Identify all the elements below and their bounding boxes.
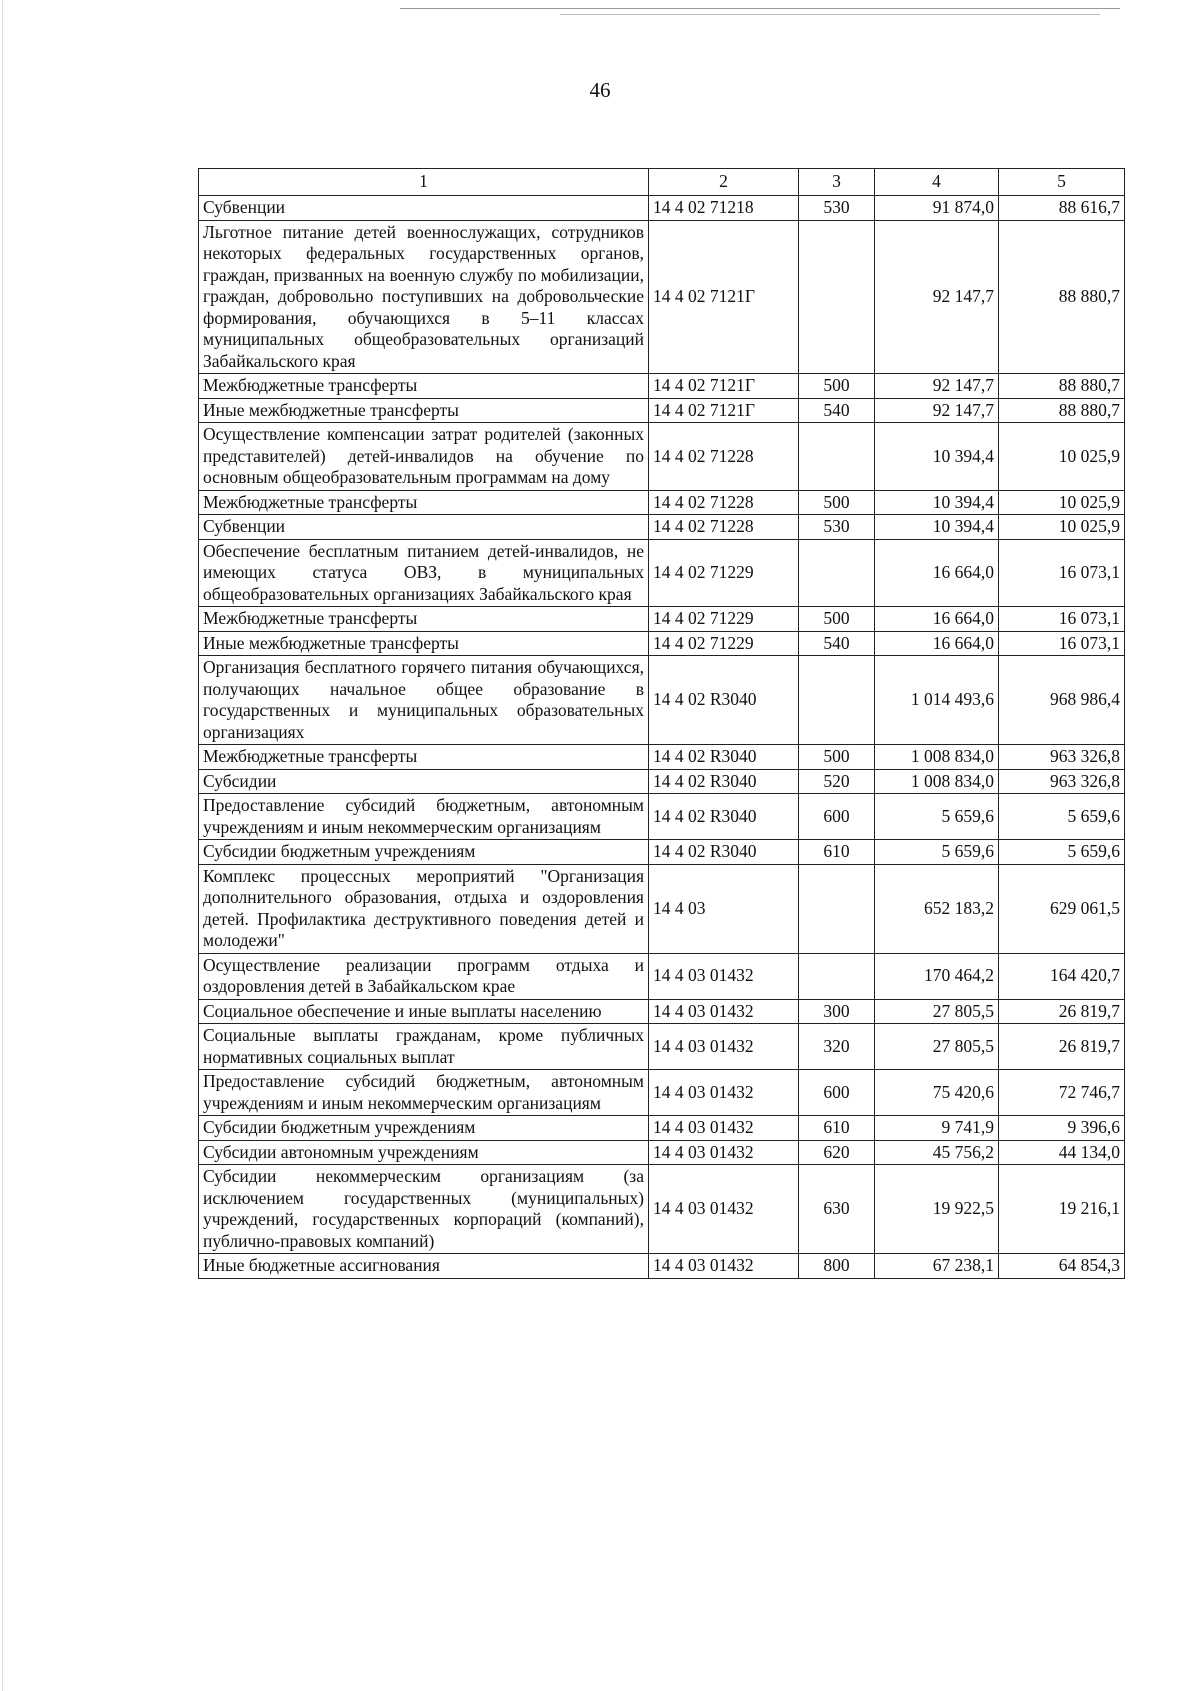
row-expense-type-cell: 610 xyxy=(799,1116,875,1141)
row-expense-type-cell: 500 xyxy=(799,607,875,632)
row-name-cell: Осуществление компенсации затрат родителей (законных представителей) детей-инвалидов на обучение по основным общеобразовательным программам на дому xyxy=(199,423,649,491)
table-row xyxy=(199,794,1125,840)
row-name-cell: Субсидии автономным учреждениям xyxy=(199,1140,649,1165)
header-cell-amount-1: 4 xyxy=(875,169,999,196)
row-name-cell: Иные межбюджетные трансферты xyxy=(199,631,649,656)
row-code-cell: 14 4 02 R3040 xyxy=(649,840,799,865)
table-row xyxy=(199,607,1125,632)
row-name-cell: Организация бесплатного горячего питания обучающихся, получающих начальное общее образование в государственных и муниципальных образовательных организациях xyxy=(199,656,649,745)
row-expense-type-cell: 520 xyxy=(799,769,875,794)
row-expense-type-cell: 800 xyxy=(799,1254,875,1279)
row-amount-2-cell: 19 216,1 xyxy=(999,1165,1125,1254)
row-amount-2-cell: 64 854,3 xyxy=(999,1254,1125,1279)
row-amount-2-cell: 10 025,9 xyxy=(999,423,1125,491)
table-row xyxy=(199,1140,1125,1165)
row-amount-2-cell: 88 880,7 xyxy=(999,374,1125,399)
row-expense-type-cell xyxy=(799,423,875,491)
row-name-cell: Иные бюджетные ассигнования xyxy=(199,1254,649,1279)
row-name-cell: Межбюджетные трансферты xyxy=(199,745,649,770)
row-name-cell: Субвенции xyxy=(199,515,649,540)
table-row xyxy=(199,220,1125,374)
table-row xyxy=(199,631,1125,656)
row-name-cell: Обеспечение бесплатным питанием детей-инвалидов, не имеющих статуса ОВЗ, в муниципальных общеобразовательных организациях Забайкальского края xyxy=(199,539,649,607)
table-row xyxy=(199,1116,1125,1141)
row-amount-2-cell: 16 073,1 xyxy=(999,539,1125,607)
row-name-cell: Социальные выплаты гражданам, кроме публичных нормативных социальных выплат xyxy=(199,1024,649,1070)
table-row xyxy=(199,1070,1125,1116)
scan-top-rule xyxy=(400,8,1120,9)
row-code-cell: 14 4 02 71228 xyxy=(649,515,799,540)
row-code-cell: 14 4 02 71218 xyxy=(649,196,799,221)
row-amount-2-cell: 44 134,0 xyxy=(999,1140,1125,1165)
row-code-cell: 14 4 03 01432 xyxy=(649,1140,799,1165)
table-row xyxy=(199,398,1125,423)
row-code-cell: 14 4 02 7121Г xyxy=(649,398,799,423)
table-row xyxy=(199,999,1125,1024)
row-amount-2-cell: 963 326,8 xyxy=(999,769,1125,794)
table-row xyxy=(199,374,1125,399)
row-amount-1-cell: 1 008 834,0 xyxy=(875,769,999,794)
row-amount-2-cell: 72 746,7 xyxy=(999,1070,1125,1116)
row-name-cell: Межбюджетные трансферты xyxy=(199,374,649,399)
row-expense-type-cell xyxy=(799,864,875,953)
row-expense-type-cell: 500 xyxy=(799,745,875,770)
row-name-cell: Межбюджетные трансферты xyxy=(199,490,649,515)
row-name-cell: Комплекс процессных мероприятий "Организация дополнительного образования, отдыха и оздоровления детей. Профилактика деструктивного поведения детей и молодежи" xyxy=(199,864,649,953)
row-amount-2-cell: 10 025,9 xyxy=(999,515,1125,540)
row-amount-1-cell: 170 464,2 xyxy=(875,953,999,999)
row-amount-2-cell: 629 061,5 xyxy=(999,864,1125,953)
row-amount-1-cell: 16 664,0 xyxy=(875,631,999,656)
row-amount-1-cell: 67 238,1 xyxy=(875,1254,999,1279)
page-number: 46 xyxy=(589,78,611,102)
row-expense-type-cell: 600 xyxy=(799,1070,875,1116)
row-expense-type-cell: 630 xyxy=(799,1165,875,1254)
row-expense-type-cell: 540 xyxy=(799,631,875,656)
row-code-cell: 14 4 03 01432 xyxy=(649,999,799,1024)
row-name-cell: Социальное обеспечение и иные выплаты населению xyxy=(199,999,649,1024)
row-expense-type-cell: 610 xyxy=(799,840,875,865)
row-expense-type-cell: 600 xyxy=(799,794,875,840)
row-expense-type-cell: 530 xyxy=(799,196,875,221)
row-expense-type-cell xyxy=(799,656,875,745)
row-expense-type-cell xyxy=(799,953,875,999)
row-amount-1-cell: 1 008 834,0 xyxy=(875,745,999,770)
header-cell-code: 2 xyxy=(649,169,799,196)
row-name-cell: Субсидии некоммерческим организациям (за исключением государственных (муниципальных) учреждений, государственных корпораций (компаний), публично-правовых компаний) xyxy=(199,1165,649,1254)
row-code-cell: 14 4 02 R3040 xyxy=(649,794,799,840)
row-amount-1-cell: 75 420,6 xyxy=(875,1070,999,1116)
row-amount-1-cell: 27 805,5 xyxy=(875,1024,999,1070)
row-name-cell: Иные межбюджетные трансферты xyxy=(199,398,649,423)
row-amount-2-cell: 88 880,7 xyxy=(999,220,1125,374)
row-name-cell: Субвенции xyxy=(199,196,649,221)
row-name-cell: Предоставление субсидий бюджетным, автономным учреждениям и иным некоммерческим организациям xyxy=(199,794,649,840)
row-code-cell: 14 4 02 R3040 xyxy=(649,656,799,745)
row-code-cell: 14 4 03 01432 xyxy=(649,1070,799,1116)
table-row xyxy=(199,864,1125,953)
table-header xyxy=(199,169,1125,196)
row-amount-1-cell: 652 183,2 xyxy=(875,864,999,953)
table-row xyxy=(199,423,1125,491)
table-row xyxy=(199,1254,1125,1279)
row-expense-type-cell: 300 xyxy=(799,999,875,1024)
scan-edge xyxy=(2,0,3,1691)
row-amount-1-cell: 16 664,0 xyxy=(875,607,999,632)
row-amount-1-cell: 5 659,6 xyxy=(875,840,999,865)
header-cell-amount-2: 5 xyxy=(999,169,1125,196)
row-expense-type-cell: 540 xyxy=(799,398,875,423)
row-code-cell: 14 4 02 71229 xyxy=(649,631,799,656)
row-amount-1-cell: 91 874,0 xyxy=(875,196,999,221)
row-name-cell: Субсидии бюджетным учреждениям xyxy=(199,1116,649,1141)
row-code-cell: 14 4 02 71229 xyxy=(649,607,799,632)
table-row xyxy=(199,539,1125,607)
row-name-cell: Субсидии xyxy=(199,769,649,794)
row-code-cell: 14 4 02 71229 xyxy=(649,539,799,607)
row-expense-type-cell xyxy=(799,539,875,607)
row-amount-1-cell: 92 147,7 xyxy=(875,220,999,374)
row-amount-2-cell: 968 986,4 xyxy=(999,656,1125,745)
row-name-cell: Осуществление реализации программ отдыха и оздоровления детей в Забайкальском крае xyxy=(199,953,649,999)
row-amount-2-cell: 16 073,1 xyxy=(999,607,1125,632)
row-expense-type-cell: 320 xyxy=(799,1024,875,1070)
row-amount-2-cell: 9 396,6 xyxy=(999,1116,1125,1141)
row-code-cell: 14 4 02 7121Г xyxy=(649,220,799,374)
row-expense-type-cell: 500 xyxy=(799,374,875,399)
table-row xyxy=(199,840,1125,865)
row-code-cell: 14 4 03 01432 xyxy=(649,1254,799,1279)
row-amount-2-cell: 88 880,7 xyxy=(999,398,1125,423)
scan-top-rule xyxy=(560,14,1100,15)
row-amount-1-cell: 9 741,9 xyxy=(875,1116,999,1141)
row-amount-1-cell: 27 805,5 xyxy=(875,999,999,1024)
row-amount-1-cell: 92 147,7 xyxy=(875,374,999,399)
row-name-cell: Льготное питание детей военнослужащих, сотрудников некоторых федеральных государственных органов, граждан, призванных на военную службу по мобилизации, граждан, добровольно поступивших на добровольческие формирования, обучающихся в 5–11 классах муниципальных общеобразовательных организаций Забайкальского края xyxy=(199,220,649,374)
row-code-cell: 14 4 02 7121Г xyxy=(649,374,799,399)
row-amount-1-cell: 10 394,4 xyxy=(875,515,999,540)
row-amount-2-cell: 16 073,1 xyxy=(999,631,1125,656)
row-amount-1-cell: 16 664,0 xyxy=(875,539,999,607)
row-code-cell: 14 4 03 01432 xyxy=(649,953,799,999)
table-row xyxy=(199,196,1125,221)
header-row xyxy=(199,169,1125,196)
row-code-cell: 14 4 03 01432 xyxy=(649,1165,799,1254)
row-amount-2-cell: 164 420,7 xyxy=(999,953,1125,999)
row-amount-2-cell: 963 326,8 xyxy=(999,745,1125,770)
row-amount-1-cell: 19 922,5 xyxy=(875,1165,999,1254)
row-code-cell: 14 4 03 xyxy=(649,864,799,953)
row-expense-type-cell: 620 xyxy=(799,1140,875,1165)
table-row xyxy=(199,953,1125,999)
table-row xyxy=(199,1165,1125,1254)
row-amount-2-cell: 5 659,6 xyxy=(999,840,1125,865)
row-amount-2-cell: 26 819,7 xyxy=(999,999,1125,1024)
row-code-cell: 14 4 02 R3040 xyxy=(649,745,799,770)
row-expense-type-cell: 500 xyxy=(799,490,875,515)
row-amount-2-cell: 26 819,7 xyxy=(999,1024,1125,1070)
row-code-cell: 14 4 03 01432 xyxy=(649,1024,799,1070)
row-amount-2-cell: 10 025,9 xyxy=(999,490,1125,515)
table-row xyxy=(199,490,1125,515)
header-cell-name: 1 xyxy=(199,169,649,196)
table-row xyxy=(199,1024,1125,1070)
row-amount-1-cell: 5 659,6 xyxy=(875,794,999,840)
table-row xyxy=(199,515,1125,540)
budget-table xyxy=(198,168,1125,1279)
row-expense-type-cell: 530 xyxy=(799,515,875,540)
row-amount-1-cell: 45 756,2 xyxy=(875,1140,999,1165)
row-code-cell: 14 4 02 R3040 xyxy=(649,769,799,794)
table-row xyxy=(199,745,1125,770)
row-code-cell: 14 4 02 71228 xyxy=(649,423,799,491)
row-name-cell: Субсидии бюджетным учреждениям xyxy=(199,840,649,865)
row-code-cell: 14 4 03 01432 xyxy=(649,1116,799,1141)
row-amount-1-cell: 10 394,4 xyxy=(875,490,999,515)
row-name-cell: Межбюджетные трансферты xyxy=(199,607,649,632)
header-cell-expense-type: 3 xyxy=(799,169,875,196)
row-amount-2-cell: 5 659,6 xyxy=(999,794,1125,840)
row-amount-1-cell: 1 014 493,6 xyxy=(875,656,999,745)
table-row xyxy=(199,769,1125,794)
row-amount-1-cell: 92 147,7 xyxy=(875,398,999,423)
table-row xyxy=(199,656,1125,745)
row-code-cell: 14 4 02 71228 xyxy=(649,490,799,515)
row-expense-type-cell xyxy=(799,220,875,374)
row-amount-1-cell: 10 394,4 xyxy=(875,423,999,491)
table-body xyxy=(199,196,1125,1279)
row-amount-2-cell: 88 616,7 xyxy=(999,196,1125,221)
row-name-cell: Предоставление субсидий бюджетным, автономным учреждениям и иным некоммерческим организациям xyxy=(199,1070,649,1116)
